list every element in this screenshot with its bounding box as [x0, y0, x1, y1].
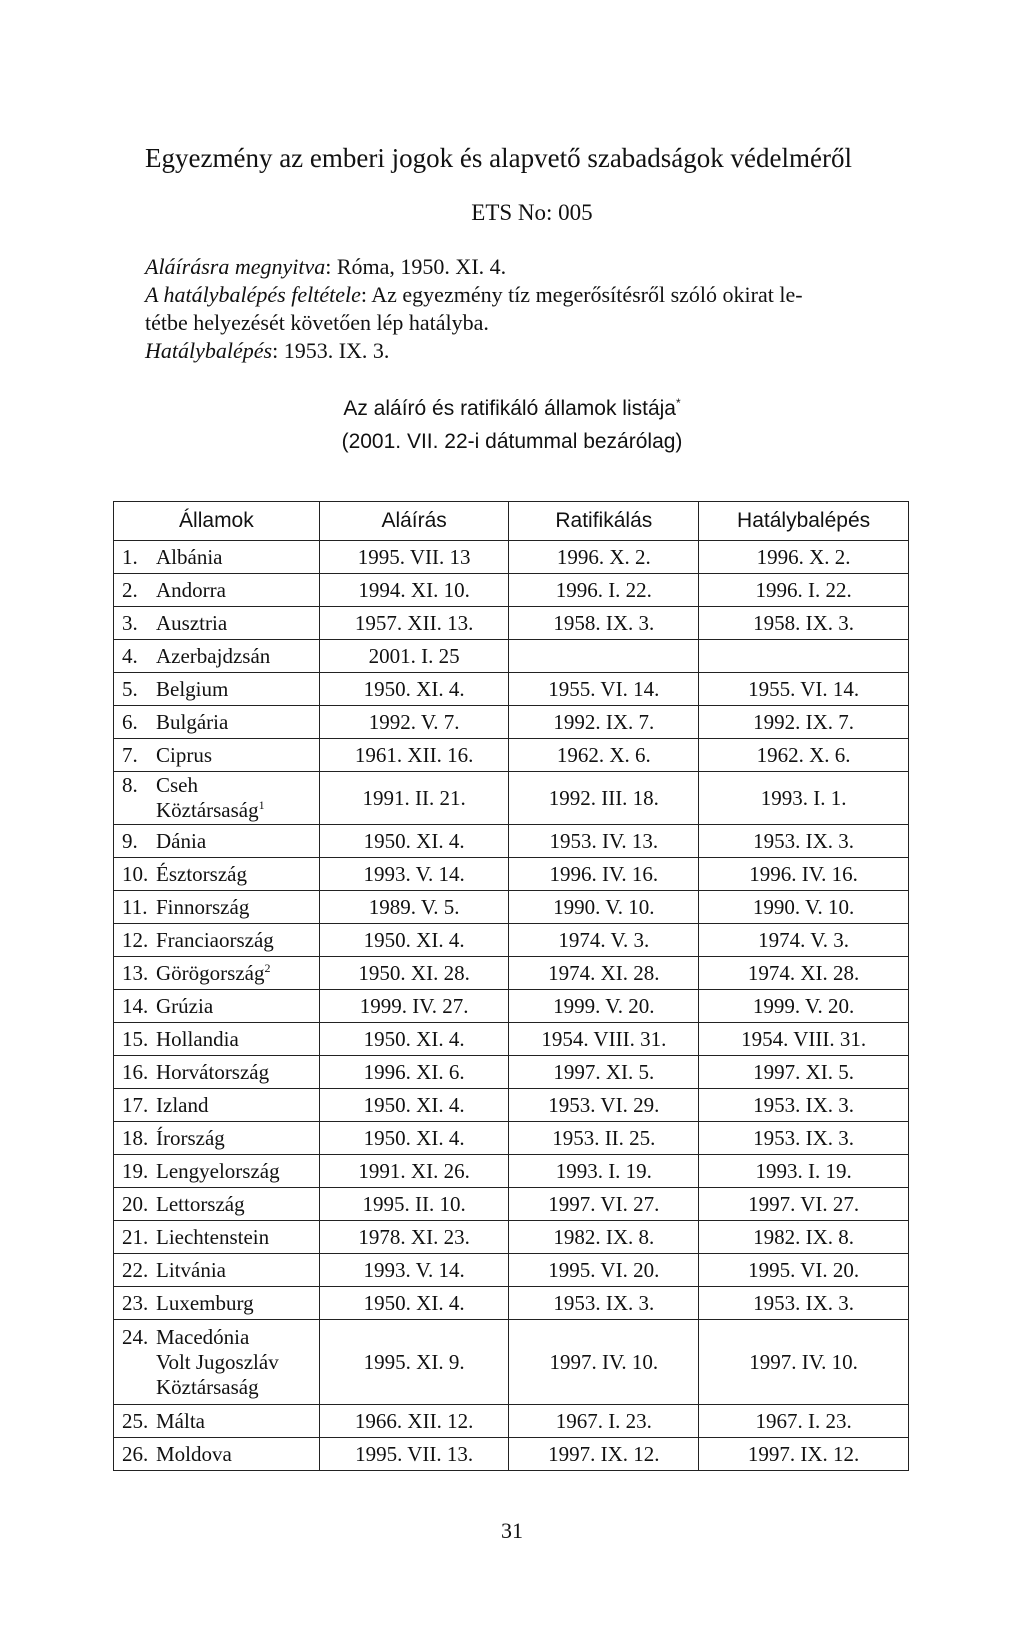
entry-into-force-date: 1999. V. 20.	[699, 990, 909, 1023]
signature-date: 1989. V. 5.	[319, 891, 509, 924]
opened-value: : Róma, 1950. XI. 4.	[325, 254, 507, 279]
table-row	[114, 541, 909, 574]
state-name	[156, 578, 226, 603]
entry-into-force-date: 1992. IX. 7.	[699, 706, 909, 739]
state-name-text: Írország	[156, 1125, 225, 1150]
state-name	[156, 1258, 226, 1283]
state-name	[156, 961, 270, 986]
entry-into-force	[145, 337, 905, 365]
entry-into-force-date: 1953. IX. 3.	[699, 825, 909, 858]
state-cell	[114, 1287, 320, 1320]
ratification-date: 1996. IV. 16.	[509, 858, 699, 891]
state-name	[156, 1325, 279, 1400]
table-header-row	[114, 502, 909, 541]
row-number: 11.	[122, 894, 148, 919]
footnote-mark: 2	[264, 960, 271, 975]
signature-date: 2001. I. 25	[319, 640, 509, 673]
state-name	[156, 829, 206, 854]
signature-date: 1995. VII. 13	[319, 541, 509, 574]
entry-into-force-date: 1997. IX. 12.	[699, 1438, 909, 1471]
state-name-line	[156, 798, 265, 823]
table-row	[114, 739, 909, 772]
state-cell	[114, 673, 320, 706]
table-row	[114, 1122, 909, 1155]
state-name-line	[156, 895, 249, 920]
entry-label: Hatálybalépés	[145, 338, 273, 363]
treaty-metadata	[145, 253, 905, 365]
row-number: 25.	[122, 1408, 149, 1433]
row-number: 12.	[122, 927, 149, 952]
table-row	[114, 673, 909, 706]
row-number: 26.	[122, 1441, 149, 1466]
state-name	[156, 677, 228, 702]
state-cell	[114, 891, 320, 924]
state-name-line	[156, 545, 222, 570]
row-number: 24.	[122, 1324, 149, 1349]
state-name-text: Ausztria	[156, 610, 228, 635]
state-name-line	[156, 773, 265, 798]
state-name	[156, 895, 249, 920]
row-number: 9.	[122, 828, 138, 853]
ratification-date: 1997. IX. 12.	[509, 1438, 699, 1471]
row-number: 19.	[122, 1158, 149, 1183]
ratification-date: 1997. IV. 10.	[509, 1320, 699, 1405]
state-name-line	[156, 644, 270, 669]
state-cell	[114, 957, 320, 990]
table-row	[114, 825, 909, 858]
signature-date: 1950. XI. 4.	[319, 1089, 509, 1122]
state-name-line	[156, 1442, 232, 1467]
header-states: Államok	[114, 502, 320, 541]
ratification-date: 1996. X. 2.	[509, 541, 699, 574]
ratification-date	[509, 640, 699, 673]
signature-date: 1992. V. 7.	[319, 706, 509, 739]
row-number: 5.	[122, 676, 138, 701]
table-row	[114, 924, 909, 957]
table-row	[114, 640, 909, 673]
state-cell	[114, 640, 320, 673]
entry-into-force-date: 1993. I. 1.	[699, 772, 909, 825]
ets-number-line	[0, 200, 1024, 226]
state-cell	[114, 1320, 320, 1405]
signature-date: 1966. XII. 12.	[319, 1405, 509, 1438]
ratification-date: 1953. IX. 3.	[509, 1287, 699, 1320]
ets-number: ETS No: 005	[471, 200, 593, 225]
signature-date: 1991. XI. 26.	[319, 1155, 509, 1188]
state-name-text: Azerbajdzsán	[156, 643, 271, 668]
state-cell	[114, 574, 320, 607]
state-cell	[114, 1023, 320, 1056]
state-cell	[114, 1188, 320, 1221]
signature-date: 1993. V. 14.	[319, 1254, 509, 1287]
row-number: 20.	[122, 1191, 149, 1216]
entry-into-force-date: 1953. IX. 3.	[699, 1089, 909, 1122]
state-name-text: Ciprus	[156, 742, 213, 767]
state-name-text: Köztársaság	[156, 1374, 259, 1399]
state-name-line	[156, 710, 228, 735]
row-number: 16.	[122, 1059, 149, 1084]
table-row	[114, 706, 909, 739]
state-name-text: Bulgária	[156, 709, 229, 734]
state-name-line	[156, 1060, 269, 1085]
state-name-text: Finnország	[156, 894, 250, 919]
signature-date: 1950. XI. 4.	[319, 1023, 509, 1056]
ratification-date: 1955. VI. 14.	[509, 673, 699, 706]
state-name	[156, 644, 270, 669]
state-name-line	[156, 1350, 279, 1375]
state-name	[156, 994, 213, 1019]
signature-date: 1950. XI. 4.	[319, 1122, 509, 1155]
state-cell	[114, 825, 320, 858]
header-signature: Aláírás	[319, 502, 509, 541]
state-name	[156, 611, 227, 636]
footnote-mark: 1	[258, 798, 265, 812]
entry-into-force-date: 1958. IX. 3.	[699, 607, 909, 640]
condition-value-1: : Az egyezmény tíz megerősítésről szóló okirat le-	[360, 282, 803, 307]
state-name	[156, 862, 247, 887]
state-name	[156, 1291, 254, 1316]
state-name-line	[156, 1258, 226, 1283]
state-name-line	[156, 743, 212, 768]
ratification-date: 1953. IV. 13.	[509, 825, 699, 858]
entry-into-force-date: 1997. XI. 5.	[699, 1056, 909, 1089]
ratification-date: 1974. V. 3.	[509, 924, 699, 957]
table-row	[114, 1254, 909, 1287]
state-name	[156, 1225, 269, 1250]
state-name	[156, 1093, 208, 1118]
table-row	[114, 1089, 909, 1122]
table-row	[114, 990, 909, 1023]
signature-date: 1950. XI. 4.	[319, 1287, 509, 1320]
state-name-text: Litvánia	[156, 1257, 226, 1282]
opened-label: Aláírásra megnyitva	[145, 254, 326, 279]
state-name-line	[156, 994, 213, 1019]
entry-value: : 1953. IX. 3.	[272, 338, 390, 363]
state-cell	[114, 990, 320, 1023]
row-number: 15.	[122, 1026, 149, 1051]
state-name	[156, 928, 274, 953]
state-name-text: Észtország	[156, 861, 247, 886]
state-name-line	[156, 1291, 254, 1316]
entry-into-force-date: 1997. VI. 27.	[699, 1188, 909, 1221]
entry-into-force-date: 1974. V. 3.	[699, 924, 909, 957]
entry-into-force-date: 1953. IX. 3.	[699, 1287, 909, 1320]
row-number: 17.	[122, 1092, 149, 1117]
table-row	[114, 607, 909, 640]
state-cell	[114, 541, 320, 574]
state-cell	[114, 1221, 320, 1254]
state-name	[156, 1126, 225, 1151]
condition-label: A hatálybalépés feltétele	[145, 282, 361, 307]
state-name-line	[156, 1027, 239, 1052]
entry-into-force-date: 1954. VIII. 31.	[699, 1023, 909, 1056]
signature-date: 1991. II. 21.	[319, 772, 509, 825]
signature-date: 1957. XII. 13.	[319, 607, 509, 640]
state-name-line	[156, 677, 228, 702]
entry-into-force-date: 1993. I. 19.	[699, 1155, 909, 1188]
state-name-text: Cseh	[156, 773, 198, 797]
ratification-date: 1953. II. 25.	[509, 1122, 699, 1155]
list-title-footnote-mark: *	[675, 396, 681, 410]
state-cell	[114, 607, 320, 640]
table-row	[114, 772, 909, 825]
row-number: 14.	[122, 993, 149, 1018]
signature-date: 1950. XI. 4.	[319, 673, 509, 706]
state-cell	[114, 1405, 320, 1438]
state-name-text: Dánia	[156, 828, 207, 853]
ratification-date: 1992. III. 18.	[509, 772, 699, 825]
state-name-line	[156, 1159, 280, 1184]
state-name	[156, 1027, 239, 1052]
table-row	[114, 1438, 909, 1471]
condition-value-2: tétbe helyezését követően lép hatályba.	[145, 310, 489, 335]
ratification-date: 1962. X. 6.	[509, 739, 699, 772]
ratification-date: 1958. IX. 3.	[509, 607, 699, 640]
state-name-text: Lettország	[156, 1191, 245, 1216]
ratification-date: 1953. VI. 29.	[509, 1089, 699, 1122]
list-title-text: Az aláíró és ratifikáló államok listája	[343, 397, 676, 420]
ratification-date: 1993. I. 19.	[509, 1155, 699, 1188]
state-name-text: Köztársaság	[156, 798, 259, 822]
state-name-text: Luxemburg	[156, 1290, 254, 1315]
ratification-date: 1974. XI. 28.	[509, 957, 699, 990]
document-title: Egyezmény az emberi jogok és alapvető szabadságok védelméről	[145, 143, 852, 173]
ratification-date: 1967. I. 23.	[509, 1405, 699, 1438]
entry-into-force-date: 1996. I. 22.	[699, 574, 909, 607]
state-name	[156, 1409, 205, 1434]
ratification-date: 1996. I. 22.	[509, 574, 699, 607]
state-cell	[114, 1122, 320, 1155]
list-title-line-2: (2001. VII. 22-i dátummal bezárólag)	[341, 430, 683, 453]
state-name-line	[156, 1325, 279, 1350]
signature-date: 1999. IV. 27.	[319, 990, 509, 1023]
table-row	[114, 1405, 909, 1438]
row-number: 3.	[122, 610, 138, 635]
state-name-line	[156, 1126, 225, 1151]
state-name-line	[156, 862, 247, 887]
state-name-line	[156, 578, 226, 603]
states-table-body	[114, 541, 909, 1471]
entry-into-force-date: 1967. I. 23.	[699, 1405, 909, 1438]
state-name-text: Görögország	[156, 960, 265, 985]
state-name	[156, 1159, 280, 1184]
entry-into-force-date: 1953. IX. 3.	[699, 1122, 909, 1155]
signature-date: 1978. XI. 23.	[319, 1221, 509, 1254]
entry-into-force-date: 1996. X. 2.	[699, 541, 909, 574]
ratification-date: 1997. XI. 5.	[509, 1056, 699, 1089]
signature-date: 1950. XI. 4.	[319, 825, 509, 858]
state-name	[156, 1442, 232, 1467]
signature-date: 1950. XI. 28.	[319, 957, 509, 990]
signature-date: 1961. XII. 16.	[319, 739, 509, 772]
state-name-text: Andorra	[156, 577, 226, 602]
state-name-text: Horvátország	[156, 1059, 270, 1084]
state-name-line	[156, 611, 227, 636]
state-name-text: Izland	[156, 1092, 209, 1117]
ratification-date: 1954. VIII. 31.	[509, 1023, 699, 1056]
state-name-text: Liechtenstein	[156, 1224, 270, 1249]
state-name-line	[156, 928, 274, 953]
state-name-text: Macedónia	[156, 1324, 250, 1349]
state-name-text: Hollandia	[156, 1026, 239, 1051]
signature-date: 1995. II. 10.	[319, 1188, 509, 1221]
row-number: 7.	[122, 742, 138, 767]
signature-date: 1995. XI. 9.	[319, 1320, 509, 1405]
table-row	[114, 1056, 909, 1089]
row-number: 18.	[122, 1125, 149, 1150]
list-title-line-1	[0, 387, 1024, 425]
state-name-text: Grúzia	[156, 993, 214, 1018]
table-row	[114, 574, 909, 607]
state-name-text: Belgium	[156, 676, 229, 701]
signature-date: 1993. V. 14.	[319, 858, 509, 891]
table-row	[114, 1221, 909, 1254]
row-number: 23.	[122, 1290, 149, 1315]
ratification-date: 1982. IX. 8.	[509, 1221, 699, 1254]
state-name-text: Albánia	[156, 544, 223, 569]
state-cell	[114, 1056, 320, 1089]
entry-into-force-date: 1990. V. 10.	[699, 891, 909, 924]
signature-date: 1994. XI. 10.	[319, 574, 509, 607]
state-cell	[114, 1254, 320, 1287]
states-table	[113, 501, 909, 1471]
state-cell	[114, 772, 320, 825]
opened-for-signature	[145, 253, 905, 281]
ratification-date: 1990. V. 10.	[509, 891, 699, 924]
row-number: 2.	[122, 577, 138, 602]
state-name	[156, 1060, 269, 1085]
row-number: 22.	[122, 1257, 149, 1282]
row-number: 1.	[122, 544, 138, 569]
state-name-text: Volt Jugoszláv	[156, 1349, 279, 1374]
row-number: 8.	[122, 773, 138, 797]
row-number: 4.	[122, 643, 138, 668]
state-name-line	[156, 1375, 279, 1400]
page-number: 31	[501, 1518, 523, 1543]
table-row	[114, 1320, 909, 1405]
entry-into-force-date: 1982. IX. 8.	[699, 1221, 909, 1254]
ratification-date: 1997. VI. 27.	[509, 1188, 699, 1221]
state-name-line	[156, 1409, 205, 1434]
row-number: 21.	[122, 1224, 149, 1249]
state-cell	[114, 706, 320, 739]
state-name-line	[156, 829, 206, 854]
row-number: 13.	[122, 960, 149, 985]
state-cell	[114, 1089, 320, 1122]
table-row	[114, 1155, 909, 1188]
ratification-date: 1999. V. 20.	[509, 990, 699, 1023]
entry-into-force-date: 1997. IV. 10.	[699, 1320, 909, 1405]
state-name-line	[156, 1093, 208, 1118]
table-row	[114, 891, 909, 924]
state-cell	[114, 1155, 320, 1188]
state-name	[156, 773, 265, 823]
signature-date: 1950. XI. 4.	[319, 924, 509, 957]
table-row	[114, 858, 909, 891]
state-name-text: Málta	[156, 1408, 205, 1433]
entry-into-force-date: 1955. VI. 14.	[699, 673, 909, 706]
state-name-line	[156, 1225, 269, 1250]
signature-date: 1996. XI. 6.	[319, 1056, 509, 1089]
state-name-line	[156, 1192, 245, 1217]
ratification-date: 1992. IX. 7.	[509, 706, 699, 739]
entry-into-force-date: 1974. XI. 28.	[699, 957, 909, 990]
row-number: 10.	[122, 861, 149, 886]
state-name-line	[156, 961, 270, 986]
table-row	[114, 957, 909, 990]
state-name	[156, 1192, 245, 1217]
signature-date: 1995. VII. 13.	[319, 1438, 509, 1471]
entry-condition	[145, 281, 905, 309]
state-cell	[114, 1438, 320, 1471]
state-name	[156, 710, 228, 735]
header-entry-into-force: Hatálybalépés	[699, 502, 909, 541]
state-name-text: Lengyelország	[156, 1158, 280, 1183]
ratification-date: 1995. VI. 20.	[509, 1254, 699, 1287]
table-row	[114, 1287, 909, 1320]
header-ratification: Ratifikálás	[509, 502, 699, 541]
state-cell	[114, 924, 320, 957]
state-name-text: Franciaország	[156, 927, 274, 952]
entry-into-force-date: 1995. VI. 20.	[699, 1254, 909, 1287]
row-number: 6.	[122, 709, 138, 734]
state-cell	[114, 858, 320, 891]
entry-into-force-date: 1996. IV. 16.	[699, 858, 909, 891]
entry-into-force-date	[699, 640, 909, 673]
state-name	[156, 743, 212, 768]
table-row	[114, 1023, 909, 1056]
states-list-title	[0, 387, 1024, 458]
table-row	[114, 1188, 909, 1221]
state-name-text: Moldova	[156, 1441, 232, 1466]
entry-into-force-date: 1962. X. 6.	[699, 739, 909, 772]
state-cell	[114, 739, 320, 772]
state-name	[156, 545, 222, 570]
